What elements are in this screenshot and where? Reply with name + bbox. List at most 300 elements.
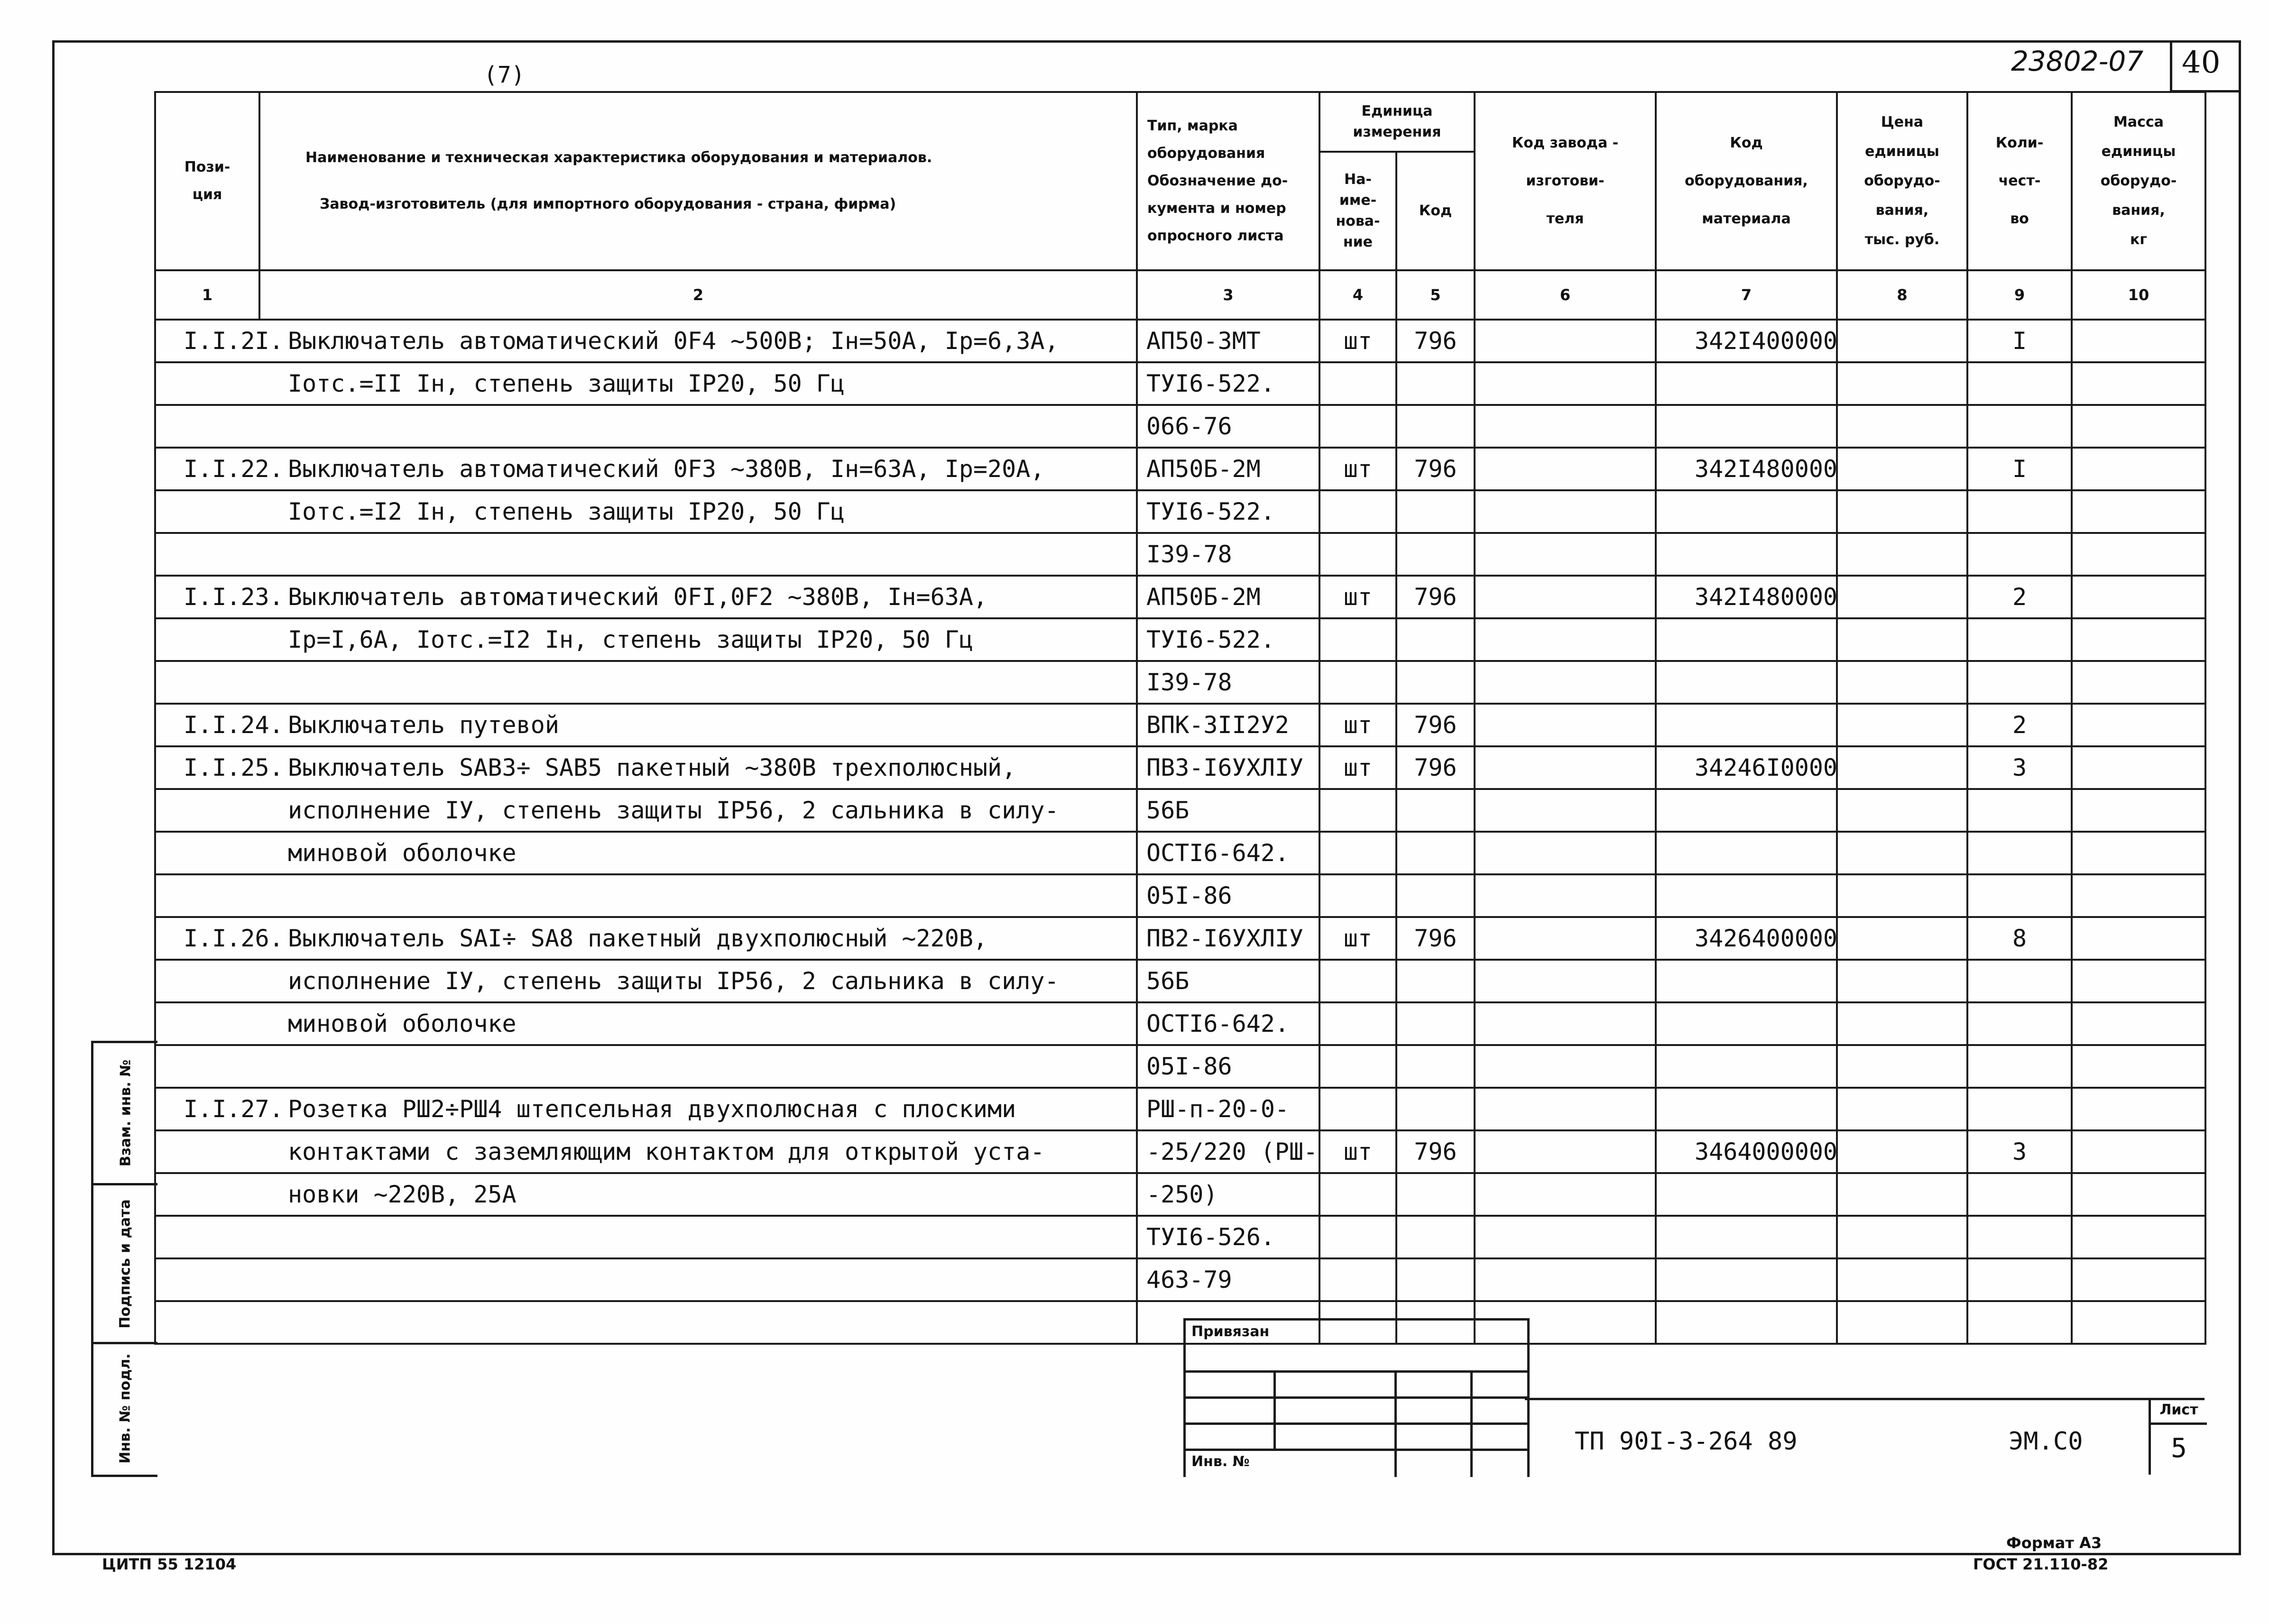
row-type: 05I-86 [1137,874,1319,917]
row-quantity [1967,1045,2072,1088]
row-quantity [1967,874,2072,917]
column-number: 8 [1837,270,1967,320]
row-unit-code [1396,1045,1475,1088]
row-manufacturer-code [1475,746,1656,789]
row-manufacturer-code [1475,533,1656,576]
row-unit [1319,661,1396,704]
row-type: I39-78 [1137,661,1319,704]
row-unit-code: 796 [1396,746,1475,789]
row-quantity [1967,1173,2072,1216]
row-type: 56Б [1137,789,1319,832]
specification-table [154,91,2206,1345]
row-unit-code: 796 [1396,917,1475,960]
description-text: Iотс.=II Iн, степень защиты IP20, 50 Гц [288,370,845,397]
row-description [259,960,1137,1002]
column-number: 2 [259,270,1137,320]
row-mass [2072,704,2205,746]
row-quantity: 2 [1967,704,2072,746]
row-unit-code [1396,1173,1475,1216]
row-unit [1319,1173,1396,1216]
row-manufacturer-code [1475,789,1656,832]
row-quantity [1967,618,2072,661]
column-number: 6 [1475,270,1656,320]
row-equipment-code [1656,618,1837,661]
row-price [1837,490,1967,533]
row-type: ТУI6-522. [1137,362,1319,405]
row-manufacturer-code [1475,490,1656,533]
row-equipment-code [1656,960,1837,1002]
row-type: АП50-3МТ [1137,320,1319,362]
table-row [155,746,2205,789]
row-description [184,320,1137,362]
row-unit-code: 796 [1396,704,1475,746]
description-text: миновой оболочке [288,839,517,867]
row-price [1837,1130,1967,1173]
row-price [1837,576,1967,618]
row-manufacturer-code [1475,661,1656,704]
row-manufacturer-code [1475,1045,1656,1088]
row-description [259,1258,1137,1301]
row-unit-code [1396,618,1475,661]
row-quantity [1967,1258,2072,1301]
row-mass [2072,789,2205,832]
row-unit-code [1396,1088,1475,1130]
row-manufacturer-code [1475,1173,1656,1216]
approval-sidebar [91,1041,157,1477]
column-number: 4 [1319,270,1396,320]
header-unit-name: На- име- нова- ние [1319,152,1396,270]
description-text: Выключатель SAI÷ SA8 пакетный двухполюсный ~220В, [288,925,988,952]
row-unit [1319,1088,1396,1130]
row-mass [2072,1216,2205,1258]
row-unit-code: 796 [1396,448,1475,490]
row-mass [2072,490,2205,533]
row-manufacturer-code [1475,362,1656,405]
table-row [155,1088,2205,1130]
row-type: ПВ2-I6УХЛIУ [1137,917,1319,960]
row-description [184,917,1137,960]
table-row [155,576,2205,618]
document-mark: ЭМ.С0 [2009,1427,2083,1456]
header-position: Пози- ция [155,92,259,270]
row-manufacturer-code [1475,1216,1656,1258]
row-price [1837,533,1967,576]
row-unit [1319,960,1396,1002]
row-unit [1319,533,1396,576]
position-number: I.I.24. [184,711,284,739]
row-price [1837,1173,1967,1216]
top-number: (7) [484,62,525,88]
header-description-line2: Завод-изготовитель (для импортного оборудования - страна, фирма) [320,196,896,212]
row-type: АП50Б-2М [1137,448,1319,490]
row-price [1837,362,1967,405]
sidebar-cell [93,1344,157,1472]
position-number: I.I.27. [184,1095,284,1123]
row-unit [1319,1045,1396,1088]
row-description [184,576,1137,618]
row-equipment-code: 34246I0000 [1656,746,1837,789]
table-row [155,704,2205,746]
description-text: Iотс.=I2 Iн, степень защиты IP20, 50 Гц [288,498,845,525]
row-quantity [1967,1002,2072,1045]
row-mass [2072,576,2205,618]
row-manufacturer-code [1475,618,1656,661]
table-row [155,1130,2205,1173]
column-number: 1 [155,270,259,320]
row-manufacturer-code [1475,1130,1656,1173]
table-row [155,832,2205,874]
row-type: РШ-п-20-0- [1137,1088,1319,1130]
row-price [1837,618,1967,661]
row-unit [1319,874,1396,917]
header-unit-group: Единица измерения [1319,92,1475,152]
row-equipment-code [1656,490,1837,533]
row-unit-code [1396,832,1475,874]
table-row [155,1258,2205,1301]
row-equipment-code [1656,1173,1837,1216]
row-equipment-code [1656,704,1837,746]
row-unit-code [1396,490,1475,533]
row-unit-code [1396,362,1475,405]
row-equipment-code: 3426400000 [1656,917,1837,960]
row-description [259,533,1137,576]
column-number: 3 [1137,270,1319,320]
row-manufacturer-code [1475,1002,1656,1045]
row-unit-code [1396,1002,1475,1045]
row-unit-code [1396,874,1475,917]
row-mass [2072,1002,2205,1045]
row-equipment-code [1656,1258,1837,1301]
row-mass [2072,917,2205,960]
table-row [155,1002,2205,1045]
row-unit [1319,1258,1396,1301]
row-description [259,1216,1137,1258]
row-description [259,874,1137,917]
sidebar-label-replacement-inv: Взам. инв. № [117,1059,134,1167]
description-text: Розетка РШ2÷РШ4 штепсельная двухполюсная с плоскими [288,1095,1016,1123]
row-description [259,832,1137,874]
row-price [1837,320,1967,362]
row-price [1837,789,1967,832]
row-type: 463-79 [1137,1258,1319,1301]
row-description [259,1301,1137,1344]
header-quantity: Коли- чест- во [1967,92,2072,270]
row-quantity [1967,362,2072,405]
header-price: Цена единицы оборудо- вания, тыс. руб. [1837,92,1967,270]
column-number: 7 [1656,270,1837,320]
row-mass [2072,320,2205,362]
description-text: исполнение IУ, степень защиты IP56, 2 сальника в силу- [288,967,1059,995]
table-row [155,405,2205,448]
row-mass [2072,832,2205,874]
row-equipment-code [1656,874,1837,917]
row-equipment-code [1656,405,1837,448]
row-description [259,490,1137,533]
row-description [184,448,1137,490]
header-mass: Масса единицы оборудо- вания, кг [2072,92,2205,270]
row-mass [2072,1258,2205,1301]
row-description [259,618,1137,661]
table-row [155,960,2205,1002]
row-price [1837,746,1967,789]
position-number: I.I.26. [184,925,284,952]
row-quantity: 2 [1967,576,2072,618]
row-manufacturer-code [1475,704,1656,746]
table-row [155,448,2205,490]
row-quantity [1967,533,2072,576]
description-text: миновой оболочке [288,1010,517,1037]
row-unit [1319,1002,1396,1045]
row-manufacturer-code [1475,960,1656,1002]
row-unit-code [1396,533,1475,576]
row-description [259,1045,1137,1088]
row-unit [1319,1216,1396,1258]
row-manufacturer-code [1475,576,1656,618]
row-unit: шт [1319,1130,1396,1173]
sidebar-cell [93,1185,157,1344]
row-equipment-code: 342I400000 [1656,320,1837,362]
row-price [1837,874,1967,917]
sheet-box [2149,1398,2207,1475]
row-unit [1319,832,1396,874]
row-quantity: I [1967,320,2072,362]
table-row [155,1173,2205,1216]
footer-gost: ГОСТ 21.110-82 [1973,1555,2109,1573]
row-price [1837,1045,1967,1088]
row-quantity: 3 [1967,1130,2072,1173]
row-type: ТУI6-522. [1137,490,1319,533]
header-manufacturer-code: Код завода - изготови- теля [1475,92,1656,270]
row-type: ПВ3-I6УХЛIУ [1137,746,1319,789]
description-text: Выключатель автоматический 0FI,0F2 ~380В, Iн=63А, [288,583,988,611]
row-mass [2072,1301,2205,1344]
row-quantity [1967,490,2072,533]
row-description [184,1088,1137,1130]
row-type: -250) [1137,1173,1319,1216]
row-quantity [1967,1216,2072,1258]
row-equipment-code: 342I480000 [1656,576,1837,618]
row-unit-code [1396,1216,1475,1258]
row-price [1837,832,1967,874]
row-type: -25/220 (РШ- [1137,1130,1319,1173]
row-price [1837,704,1967,746]
header-description-line1: Наименование и техническая характеристика оборудования и материалов. [305,149,932,166]
sidebar-label-original-inv: Инв. № подл. [117,1353,134,1464]
row-equipment-code [1656,832,1837,874]
row-price [1837,1002,1967,1045]
row-quantity [1967,832,2072,874]
row-manufacturer-code [1475,917,1656,960]
row-description [259,362,1137,405]
row-price [1837,661,1967,704]
description-text: новки ~220В, 25А [288,1181,517,1208]
row-unit-code: 796 [1396,1130,1475,1173]
row-equipment-code [1656,789,1837,832]
row-manufacturer-code [1475,874,1656,917]
position-number: I.I.23. [184,583,284,611]
row-type: ВПК-3II2У2 [1137,704,1319,746]
sidebar-cell [93,1043,157,1185]
table-row [155,1216,2205,1258]
row-manufacturer-code [1475,1258,1656,1301]
table-row [155,1301,2205,1344]
row-price [1837,917,1967,960]
row-mass [2072,362,2205,405]
table-row [155,789,2205,832]
row-unit: шт [1319,320,1396,362]
description-text: Выключатель путевой [288,711,559,739]
row-price [1837,1301,1967,1344]
table-row [155,1045,2205,1088]
sidebar-label-signature-date: Подпись и дата [117,1199,134,1329]
row-description [259,405,1137,448]
row-equipment-code [1656,1002,1837,1045]
row-type: 066-76 [1137,405,1319,448]
row-price [1837,960,1967,1002]
row-equipment-code [1656,362,1837,405]
row-type: 05I-86 [1137,1045,1319,1088]
sheet-value: 5 [2171,1433,2187,1464]
row-equipment-code: 342I480000 [1656,448,1837,490]
project-code: ТП 90I-3-264 89 [1575,1427,1798,1456]
header-unit-code: Код [1396,152,1475,270]
description-text: Выключатель автоматический 0F3 ~380В, Iн=63А, Iр=20А, [288,455,1045,483]
column-number-row [155,270,2205,320]
row-unit-code: 796 [1396,576,1475,618]
row-type: АП50Б-2М [1137,576,1319,618]
header-equipment-code: Код оборудования, материала [1656,92,1837,270]
row-type: ОСТI6-642. [1137,1002,1319,1045]
table-row [155,874,2205,917]
row-mass [2072,661,2205,704]
row-mass [2072,405,2205,448]
row-unit [1319,490,1396,533]
description-text: контактами с заземляющим контактом для открытой уста- [288,1138,1045,1165]
row-quantity: I [1967,448,2072,490]
row-quantity [1967,661,2072,704]
row-quantity [1967,960,2072,1002]
row-mass [2072,1088,2205,1130]
row-mass [2072,746,2205,789]
row-mass [2072,874,2205,917]
row-unit-code [1396,1258,1475,1301]
position-number: I.I.22. [184,455,284,483]
row-unit-code [1396,661,1475,704]
row-mass [2072,618,2205,661]
table-row [155,618,2205,661]
sheet-label: Лист [2151,1398,2207,1425]
row-unit: шт [1319,917,1396,960]
table-row [155,533,2205,576]
table-row [155,917,2205,960]
column-number: 10 [2072,270,2205,320]
row-unit: шт [1319,704,1396,746]
footer-format: Формат А3 [2006,1534,2102,1552]
row-mass [2072,1045,2205,1088]
footer-publisher: ЦИТП 55 12104 [102,1555,237,1573]
row-description [259,789,1137,832]
row-type: ТУI6-526. [1137,1216,1319,1258]
row-price [1837,405,1967,448]
column-number: 5 [1396,270,1475,320]
row-equipment-code [1656,1088,1837,1130]
header-description [259,92,1137,270]
row-type: ТУI6-522. [1137,618,1319,661]
row-price [1837,1258,1967,1301]
row-equipment-code [1656,1045,1837,1088]
document-number: 23802-07 [2011,45,2144,77]
position-number: I.I.2I. [184,327,284,355]
position-number: I.I.25. [184,754,284,781]
row-equipment-code: 3464000000 [1656,1130,1837,1173]
row-equipment-code [1656,1301,1837,1344]
row-manufacturer-code [1475,448,1656,490]
row-unit-code [1396,960,1475,1002]
row-manufacturer-code [1475,1088,1656,1130]
row-description [259,1173,1137,1216]
row-description [184,746,1137,789]
row-description [259,1002,1137,1045]
row-price [1837,448,1967,490]
row-manufacturer-code [1475,405,1656,448]
binding-label: Привязан [1191,1323,1270,1340]
row-manufacturer-code [1475,320,1656,362]
row-unit: шт [1319,576,1396,618]
description-text: Выключатель SAB3÷ SAB5 пакетный ~380В трехполюсный, [288,754,1016,781]
sheet-number: 40 [2182,45,2221,80]
row-equipment-code [1656,661,1837,704]
row-unit [1319,362,1396,405]
row-type: I39-78 [1137,533,1319,576]
inventory-number-label: Инв. № [1191,1453,1250,1470]
row-manufacturer-code [1475,832,1656,874]
table-row [155,362,2205,405]
row-quantity [1967,405,2072,448]
row-quantity: 8 [1967,917,2072,960]
row-unit-code [1396,789,1475,832]
row-unit-code [1396,405,1475,448]
row-unit-code: 796 [1396,320,1475,362]
row-unit [1319,405,1396,448]
description-text: Iр=I,6А, Iотс.=I2 Iн, степень защиты IP20, 50 Гц [288,626,973,653]
row-mass [2072,1130,2205,1173]
header-type: Тип, марка оборудования Обозначение до- кумента и номер опросного листа [1137,92,1319,270]
column-number: 9 [1967,270,2072,320]
row-description [259,1130,1137,1173]
row-description [184,704,1137,746]
row-mass [2072,533,2205,576]
row-quantity [1967,1301,2072,1344]
table-row [155,320,2205,362]
description-text: Выключатель автоматический 0F4 ~500В; Iн=50А, Iр=6,3А, [288,327,1059,355]
row-unit: шт [1319,448,1396,490]
binding-title-block [1183,1318,1530,1477]
row-mass [2072,1173,2205,1216]
row-unit: шт [1319,746,1396,789]
description-text: исполнение IУ, степень защиты IP56, 2 сальника в силу- [288,797,1059,824]
row-price [1837,1216,1967,1258]
row-type: 56Б [1137,960,1319,1002]
table-row [155,490,2205,533]
row-description [259,661,1137,704]
row-type: ОСТI6-642. [1137,832,1319,874]
table-body [155,320,2205,1344]
row-unit [1319,618,1396,661]
row-unit [1319,789,1396,832]
row-price [1837,1088,1967,1130]
row-equipment-code [1656,533,1837,576]
row-quantity [1967,1088,2072,1130]
